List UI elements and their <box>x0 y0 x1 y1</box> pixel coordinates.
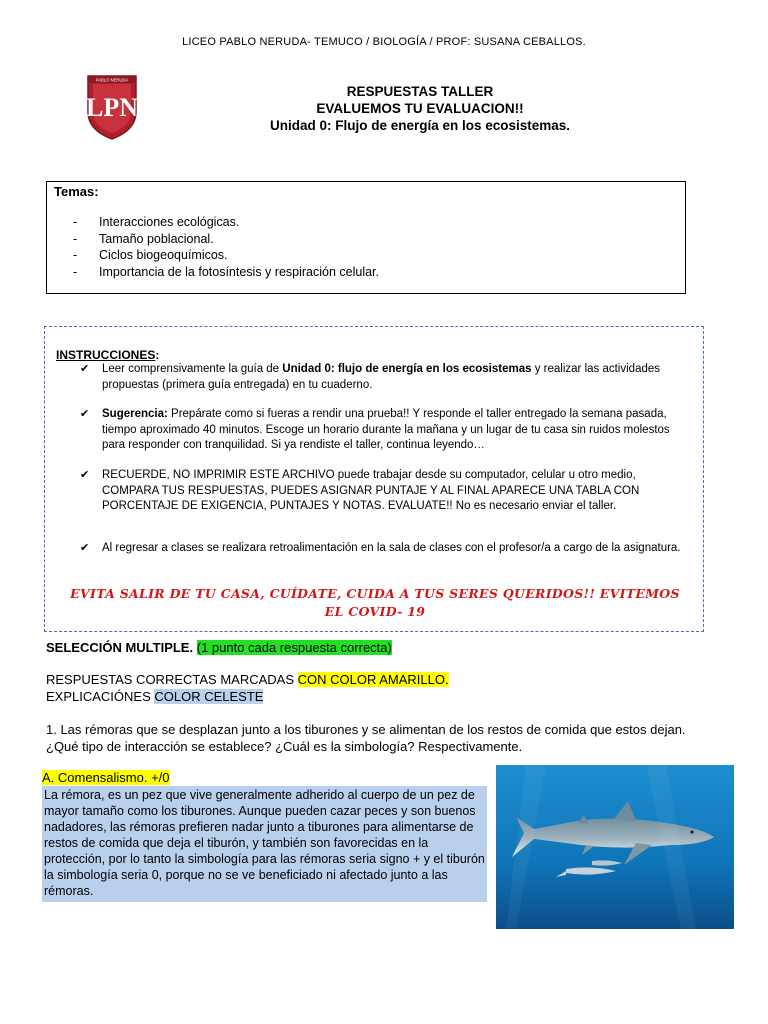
title-line-3: Unidad 0: Flujo de energía en los ecosistemas. <box>269 118 571 133</box>
instruction-item-4: ✔ Al regresar a clases se realizara retroalimentación en la sala de clases con el profesor/a a cargo de la asignatura. <box>102 541 692 557</box>
yellow-highlight: CON COLOR AMARILLO. <box>297 672 449 687</box>
checkmark-icon: ✔ <box>80 363 90 375</box>
instruction-item-3: ✔ RECUERDE, NO IMPRIMIR ESTE ARCHIVO puede trabajar desde su computador, celular u otro medio, COMPARA TUS RESPUESTAS, PUEDES ASIGNAR PUNTAJE Y AL FINAL APARECE UNA TABLA CON PORCENTAJE DE EXIGENCIA, PUNTAJES Y NOTAS. EVALUATE!! No es necesario enviar el taller. <box>80 469 640 512</box>
instructions-heading: INSTRUCCIONES: <box>56 348 160 362</box>
question-1: 1. Las rémoras que se desplazan junto a los tiburones y se alimentan de los restos de comida que estos dejan. ¿Qué tipo de interacción se establece? ¿Cuál es la simbología? Respectivamente. <box>46 722 686 754</box>
logo-text: PABLO NERUDA <box>95 77 129 83</box>
temas-item: - Interacciones ecológicas. <box>73 214 379 231</box>
title-line-2: EVALUEMOS TU EVALUACION!! <box>316 101 524 116</box>
page-header: LICEO PABLO NERUDA- TEMUCO / BIOLOGÍA / PROF: SUSANA CEBALLOS. <box>182 36 586 48</box>
temas-item: - Tamaño poblacional. <box>73 231 379 248</box>
answer-explanation: La rémora, es un pez que vive generalmente adherido al cuerpo de un pez de mayor tamaño como los tiburones. Aunque pueden cazar peces y son buenos nadadores, las rémoras prefieren nadar junto a tiburones para alimentarse de restos de comida que deja el tiburón, y también son favorecidas en la protección, por lo tanto la simbología para las rémoras seria signo + y el tiburón la simbología seria 0, porque no se ve beneficiado ni afectado junto a las rémoras. <box>42 786 487 902</box>
section-title: SELECCIÓN MULTIPLE. (1 punto cada respuesta correcta) <box>46 640 392 655</box>
answer-label <box>42 770 170 786</box>
temas-heading: Temas: <box>54 184 99 199</box>
explanations-note: EXPLICACIÓNES COLOR CELESTE <box>46 689 264 704</box>
marked-answers-note: RESPUESTAS CORRECTAS MARCADAS CON COLOR AMARILLO. <box>46 672 449 687</box>
checkmark-icon: ✔ <box>80 408 90 420</box>
title-line-1: RESPUESTAS TALLER <box>346 84 494 99</box>
logo-letters: LPN <box>86 93 138 122</box>
temas-list <box>73 214 379 280</box>
shark-photo-icon <box>496 765 734 929</box>
instruction-item-2: ✔ Sugerencia: Prepárate como si fueras a rendir una prueba!! Y responde el taller entregado la semana pasada, tiempo aproximado 40 minutos. Escoge un horario durante la mañana y un lugar de tu casa sin ruidos molestos para responder con tranquilidad. Si ya rendiste el taller, continua leyendo… <box>80 408 670 451</box>
document-title <box>230 83 610 134</box>
temas-item: - Importancia de la fotosíntesis y respiración celular. <box>73 264 379 281</box>
temas-item: - Ciclos biogeoquímicos. <box>73 247 379 264</box>
correct-answer: A. Comensalismo. +/0 <box>42 770 170 785</box>
shark-image <box>496 765 734 929</box>
checkmark-icon: ✔ <box>80 469 90 481</box>
points-note: (1 punto cada respuesta correcta) <box>196 640 392 655</box>
school-crest-icon <box>84 72 140 142</box>
checkmark-icon: ✔ <box>80 542 90 554</box>
school-logo <box>84 72 140 142</box>
covid-warning: EVITA SALIR DE TU CASA, CUÍDATE, CUIDA A TUS SERES QUERIDOS!! EVITEMOS EL COVID- 19 <box>70 586 680 619</box>
temas-box <box>46 181 686 294</box>
celeste-highlight: COLOR CELESTE <box>154 689 264 704</box>
instruction-item-1: ✔ Leer comprensivamente la guía de Unidad 0: flujo de energía en los ecosistemas y realizar las actividades propuestas (primera guía entregada) en tu cuaderno. <box>80 363 661 391</box>
instructions-box <box>44 326 704 632</box>
